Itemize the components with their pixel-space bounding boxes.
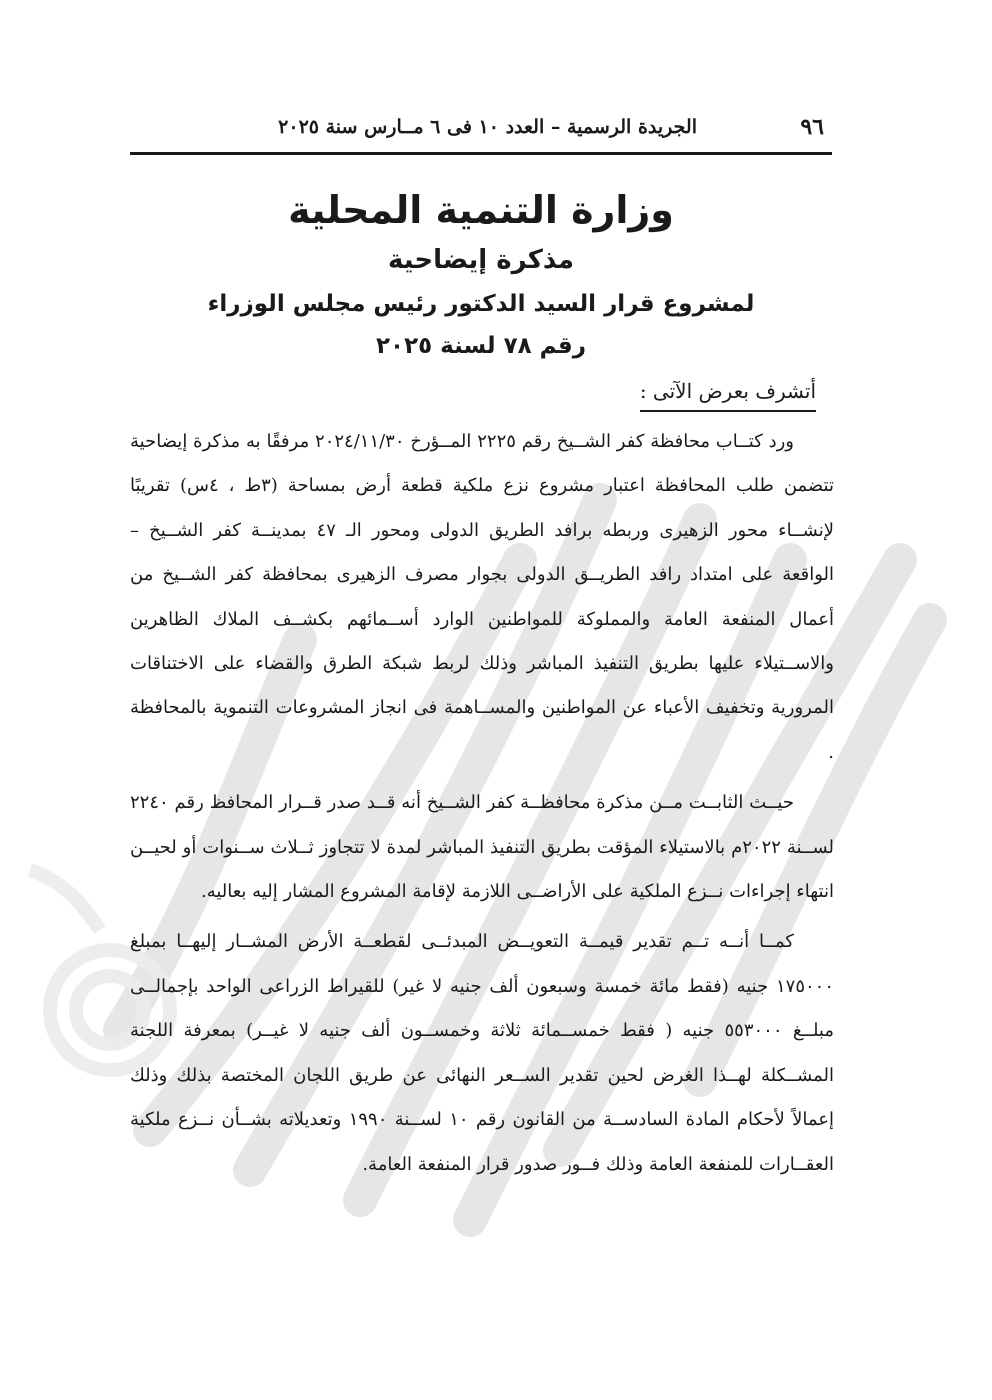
paragraph-3: كمــا أنــه تــم تقدير قيمــة التعويــض المبدئــى لقطعــة الأرض المشــار إليهــا بمبلغ ١٧٥٠٠٠ جنيه (فقط مائة خمسة وسبعون ألف جنيه لا غير) للقيراط الزراعى الواحد بإجمالــى مبلــغ ٥٥٣٠٠٠ جنيه ( فقط خمســمائة ثلاثة وخمســون ألف جنيه لا غيــر) بمعرفة اللجنة المشــكلة لهــذا الغرض لحين تقدير الســعر النهائى عن طريق اللجان المختصة بذلك وذلك إعمالاً لأحكام المادة السادســة من القانون رقم ١٠ لســنة ١٩٩٠ وتعديلاته بشــأن نــزع ملكية العقــارات للمنفعة العامة وذلك فــور صدور قرار المنفعة العامة. bbox=[130, 931, 834, 1175]
intro-line: أتشرف بعرض الآتى : bbox=[640, 372, 816, 412]
decree-number: رقم ٧٨ لسنة ٢٠٢٥ bbox=[376, 333, 586, 359]
document-titles bbox=[130, 182, 832, 366]
decree-title: لمشروع قرار السيد الدكتور رئيس مجلس الوزراء bbox=[207, 291, 755, 317]
memo-body bbox=[130, 420, 834, 1187]
page-header bbox=[130, 112, 832, 155]
paragraph-1: ورد كتــاب محافظة كفر الشــيخ رقم ٢٢٢٥ المــؤرخ ٢٠٢٤/١١/٣٠ مرفقًا به مذكرة إيضاحية تتضمن طلب المحافظة اعتبار مشروع نزع ملكية قطعة أرض بمساحة (٣ط ، ٤س) تقريبًا لإنشــاء محور الزهيرى وربطه برافد الطريق الدولى ومحور الـ ٤٧ بمدينــة كفر الشــيخ – الواقعة على امتداد رافد الطريــق الدولى بجوار مصرف الزهيرى بمحافظة كفر الشــيخ من أعمال المنفعة العامة والمملوكة للمواطنين الوارد أســمائهم بكشــف الملاك الظاهرين والاســتيلاء عليها بطريق التنفيذ المباشر وذلك لربط شبكة الطرق والقضاء على الاختناقات المرورية وتخفيف الأعباء عن المواطنين والمســاهمة فى انجاز المشروعات التنموية بالمحافظة . bbox=[130, 431, 835, 763]
page-number: ٩٦ bbox=[800, 114, 824, 140]
gazette-issue-title: الجريدة الرسمية – العدد ١٠ فى ٦ مــارس سنة ٢٠٢٥ bbox=[278, 116, 697, 138]
memo-title: مذكرة إيضاحية bbox=[388, 245, 574, 275]
ministry-title: وزارة التنمية المحلية bbox=[288, 188, 674, 232]
paragraph-2: حيــث الثابــت مــن مذكرة محافظــة كفر الشــيخ أنه قــد صدر قــرار المحافظ رقم ٢٢٤٠ لســنة ٢٠٢٢م بالاستيلاء المؤقت بطريق التنفيذ المباشر لمدة لا تتجاوز ثــلاث ســنوات أو لحيــن انتهاء إجراءات نــزع الملكية على الأراضــى اللازمة لإقامة المشروع المشار إليه بعاليه. bbox=[130, 792, 834, 903]
